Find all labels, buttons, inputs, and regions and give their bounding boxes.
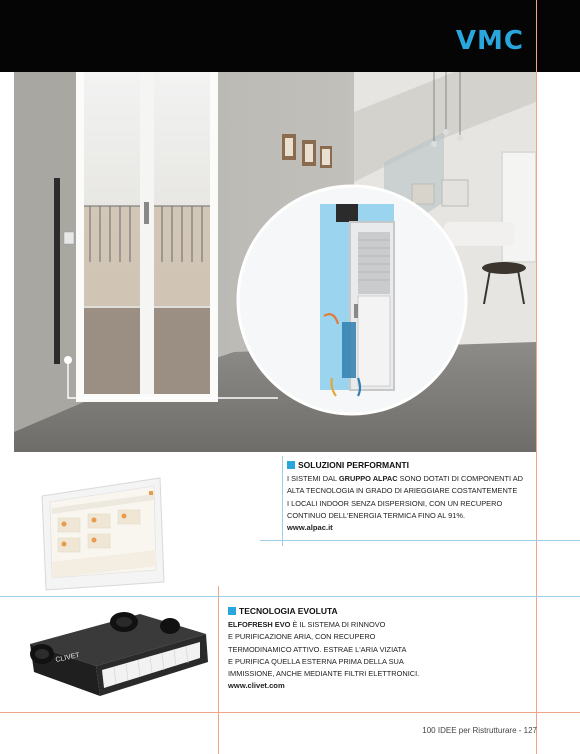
ventilation-unit-image (20, 600, 216, 704)
caption-line: I LOCALI INDOOR SENZA DISPERSIONI, CON UN RECUPERO (287, 498, 503, 508)
caption-line: E PURIFICAZIONE ARIA, CON RECUPERO (228, 632, 376, 642)
hero-photo (14, 72, 536, 452)
caption-line: I SISTEMI DAL GRUPPO ALPAC SONO DOTATI DI COMPONENTI AD (287, 474, 523, 484)
guide-line-vertical (536, 0, 537, 754)
room-illustration (14, 72, 536, 452)
control-panel-image (36, 474, 172, 598)
caption-clivet (228, 605, 448, 692)
section-title: VMC (455, 26, 524, 56)
caption-line: CONTINUO DELL'ENERGIA TERMICA FINO AL 91%. (287, 510, 466, 520)
device-brand-label: CLIVET (54, 652, 81, 664)
caption-line: IMMISSIONE, ANCHE MEDIANTE FILTRI ELETTRONICI. (228, 669, 420, 679)
caption-url[interactable]: www.alpac.it (287, 523, 333, 533)
caption-url[interactable]: www.clivet.com (228, 681, 285, 691)
page-header (0, 0, 580, 72)
caption-line: ELFOFRESH EVO È IL SISTEMA DI RINNOVO (228, 620, 386, 630)
caption-alpac (287, 459, 557, 534)
page-folio: 100 IDEE per Ristrutturare - 127 (422, 726, 537, 735)
bullet-square-icon (228, 607, 236, 615)
guide-line-blue-3 (282, 456, 283, 546)
caption-line: TERMODINAMICO ATTIVO. ESTRAE L'ARIA VIZIATA (228, 644, 407, 654)
guide-line-horizontal (0, 712, 580, 713)
guide-line-vertical-left (218, 586, 219, 754)
caption-line: ALTA TECNOLOGIA IN GRADO DI ARIEGGIARE COSTANTEMENTE (287, 486, 518, 496)
caption-heading: TECNOLOGIA EVOLUTA (228, 605, 448, 617)
guide-line-blue-1 (260, 540, 580, 541)
caption-heading: SOLUZIONI PERFORMANTI (287, 459, 557, 471)
bullet-square-icon (287, 461, 295, 469)
caption-line: E PURIFICA QUELLA ESTERNA PRIMA DELLA SUA (228, 656, 404, 666)
